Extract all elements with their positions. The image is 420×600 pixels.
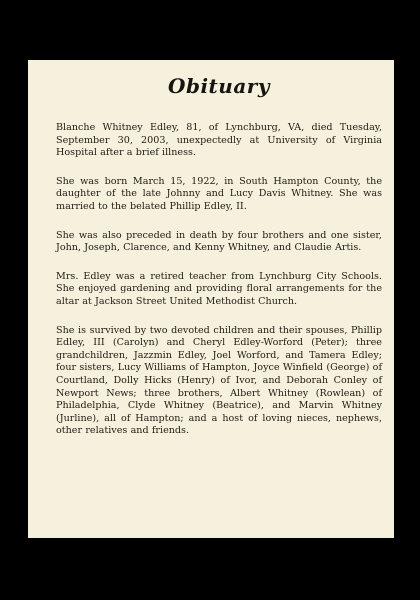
paragraph-career: Mrs. Edley was a retired teacher from Lynchburg City Schools. She enjoyed gardening and providing floral arrangements for the altar at Jackson Street United Methodist Church. [56, 270, 382, 307]
paragraph-death-notice: Blanche Whitney Edley, 81, of Lynchburg, VA, died Tuesday, September 30, 2003, unexpectedly at University of Virginia Hospital after a brief illness. [56, 122, 382, 159]
paragraph-birth: She was born March 15, 1922, in South Hampton County, the daughter of the late Johnny and Lucy Davis Whitney. She was married to the belated Phillip Edley, II. [56, 175, 382, 212]
obituary-page [28, 60, 394, 538]
paragraph-preceded: She was also preceded in death by four brothers and one sister, John, Joseph, Clarence, and Kenny Whitney, and Claudie Artis. [56, 229, 382, 254]
page-title: Obituary [168, 74, 270, 98]
paragraph-survivors: She is survived by two devoted children and their spouses, Phillip Edley, III (Carolyn) and Cheryl Edley-Worford (Peter); three grandchildren, Jazzmin Edley, Joel Worford, and Tamera Edley; four sisters, Lucy Williams of Hampton, Joyce Winfield (George) of Courtland, Dolly Hicks (Henry) of Ivor, and Deborah Conley of Newport News; three brothers, Albert Whitney (Rowlean) of Philadelphia, Clyde Whitney (Beatrice), and Marvin Whitney (Jurline), all of Hampton; and a host of loving nieces, nephews, other relatives and friends. [56, 324, 382, 437]
